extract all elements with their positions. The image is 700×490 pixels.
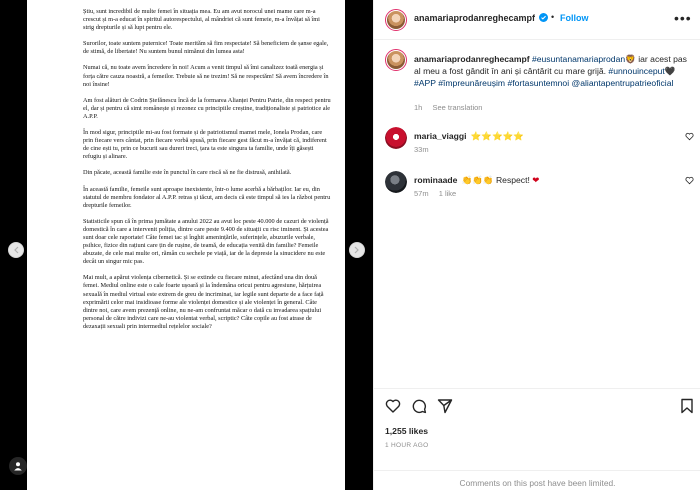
post-sidebar bbox=[373, 0, 700, 490]
lion-emoji: 🦁 bbox=[625, 54, 636, 64]
heart-outline-icon[interactable] bbox=[685, 176, 694, 185]
doc-paragraph-6: Din păcate, această familie este în punctul în care riscă să ne fie distrusă, anihilată. bbox=[83, 169, 292, 177]
heart-outline-icon[interactable] bbox=[385, 398, 401, 414]
comment-meta bbox=[414, 189, 464, 198]
comment-text bbox=[414, 131, 524, 142]
doc-paragraph-7: În această familie, femeile sunt aproape inexistente, într-o lume acerbă a bărbaților. Iar eu, din statutul de membru fondator al A.P.P. retras și tăcut, am decis că este timpul să ies la război pentru drepturile femeilor. bbox=[83, 185, 331, 209]
doc-paragraph-1: Știu, sunt incredibil de multe femei în situația mea. Eu am avut norocul unei mame care m-a crescut și m-a educat în spiritul autorespectului, al mândriei că sunt femeie, m-a învățat să îmi strig drepturile și să lupt pentru ele. bbox=[83, 8, 320, 32]
hashtag-link[interactable]: #unnouinceput bbox=[608, 66, 665, 76]
likes-count[interactable]: 1,255 likes bbox=[385, 426, 429, 436]
follow-button[interactable]: Follow bbox=[560, 13, 589, 23]
doc-paragraph-4: Am fost alături de Codrin Ștefănescu încă de la formarea Alianței Pentru Patrie, din respect pentru el, dar și pentru că simt românește și rezonez cu principiile creștine, tradiționaliste și patriotice ale A.P.P. bbox=[83, 96, 331, 120]
user-tag-icon[interactable] bbox=[9, 457, 27, 475]
comment-meta bbox=[414, 145, 437, 154]
hashtag-link[interactable]: #eusuntanamariaprodan bbox=[531, 54, 626, 64]
comment-age: 57m bbox=[414, 189, 429, 198]
doc-paragraph-3: Numai că, nu toate avem încredere în noi! Acum a venit timpul să îmi canalizez toată energia și forța către cauza noastră, a femeilor. Trebuie să ne trezim! Să ne respectăm! Să avem încredere în noi însine! bbox=[83, 64, 329, 88]
comment-likes-button[interactable]: 1 like bbox=[438, 189, 457, 198]
hashtag-link[interactable]: #fortasuntemnoi bbox=[507, 78, 570, 88]
mention-link[interactable]: @aliantapentrupatrieoficial bbox=[571, 78, 674, 88]
paper-plane-icon[interactable] bbox=[437, 398, 453, 414]
doc-paragraph-8: Statisticile spun că în prima jumătate a anului 2022 au avut loc peste 40.000 de cazuri de violență domestică în care a intervenit poliția, dintre care peste 9.400 de situații cu risc iminent. Și acestea sunt doar cele raportate! Câte femei tac și înghit amenințările, suferințele, abuzurile verbale, psihice, fizice din rațiuni care țin de rușine, de teamă, de educația venită din familie? Femeile abuzate, de cele mai multe ori, rămân cu sechele pe viață, iar de la depresie la sinucidere nu este decât un singur mic pas. bbox=[83, 217, 329, 266]
red-heart-emoji: ❤ bbox=[532, 175, 540, 185]
comment-age: 33m bbox=[414, 145, 429, 154]
comment-body: 👏👏👏 Respect! bbox=[461, 175, 533, 185]
chevron-right-icon[interactable] bbox=[349, 242, 365, 258]
bookmark-icon[interactable] bbox=[679, 398, 695, 414]
header-username-link[interactable]: anamariaprodanreghecampf bbox=[414, 13, 536, 23]
caption-meta bbox=[414, 103, 490, 112]
comment-text bbox=[414, 175, 539, 186]
post-actions bbox=[374, 388, 700, 490]
black-heart-emoji: 🖤 bbox=[664, 66, 676, 76]
hashtag-link[interactable]: #APP bbox=[414, 78, 436, 88]
see-translation-button[interactable]: See translation bbox=[432, 103, 483, 112]
more-horizontal-icon[interactable]: ••• bbox=[674, 10, 692, 26]
chevron-left-icon[interactable] bbox=[8, 242, 24, 258]
caption-avatar[interactable] bbox=[385, 49, 407, 71]
commenter-avatar[interactable] bbox=[385, 171, 407, 193]
comment-username-link[interactable]: rominaade bbox=[414, 175, 458, 185]
document-image bbox=[27, 0, 345, 490]
comment-bubble-icon[interactable] bbox=[411, 398, 427, 414]
comments-limited-notice: Comments on this post have been limited. bbox=[374, 470, 700, 490]
doc-paragraph-5: În mod sigur, principiile mi-au fost formate și de patriotismul mamei mele, Ionela Prodan, care prin fiecare vers cântat, prin fiecare vorbă spusă, prin fiecare gest făcut m-a învățat că, indiferent de cine ești tu, prin ce bucurii sau dureri treci, țara ta este singura ta familie, unde îți găsești refugiu și alinare. bbox=[83, 129, 327, 161]
caption-age: 1h bbox=[414, 103, 423, 112]
caption-username-link[interactable]: anamariaprodanreghecampf bbox=[414, 54, 530, 64]
caption-text bbox=[414, 53, 689, 89]
post-timestamp[interactable]: 1 HOUR AGO bbox=[385, 442, 429, 449]
comment-username-link[interactable]: maria_viaggi bbox=[414, 131, 467, 141]
doc-paragraph-9: Mai mult, a apărut violența cibernetică. Și se extinde cu fiecare minut, afectând una din două femei. Mediul online este o cale foarte ușoară și la îndemâna oricui pentru agresiune, hărțuirea sexuală în mediul virtual este extrem de greu de incriminat, iar legile sunt departe de a face față exprimării celor mai insidioase forme ale violenței domestice și ale violenței în general. Câte dintre noi, care avem prezență online, nu ne-am confruntat măcar o dată cu invadarea spațiului personal de către indivizi care ne-au violentat verbal, scriptic? Câte copile au fost atrase de dezaxații sexuali prin intermediul rețelelor sociale? bbox=[83, 274, 324, 330]
comment-item bbox=[374, 127, 700, 167]
comment-item bbox=[374, 171, 700, 211]
doc-paragraph-2: Surorilor, toate suntem puternice! Toate merităm să fim respectate! Să beneficiem de șanse egale, de stimă, de libertate! Nu suntem bunul nimănui din lumea asta! bbox=[83, 40, 329, 56]
verified-badge-icon bbox=[539, 13, 548, 22]
heart-outline-icon[interactable] bbox=[685, 132, 694, 141]
comment-body: ⭐⭐⭐⭐⭐ bbox=[470, 131, 525, 141]
avatar[interactable] bbox=[385, 9, 407, 31]
post-header bbox=[374, 0, 700, 40]
hashtag-link[interactable]: #împreunăreușim bbox=[438, 78, 506, 88]
separator-dot: • bbox=[551, 12, 555, 22]
commenter-avatar[interactable] bbox=[385, 127, 407, 149]
caption-body: iar acest pas al meu a fost gândit în ani și cântărit cu mare grijă. bbox=[414, 54, 687, 76]
